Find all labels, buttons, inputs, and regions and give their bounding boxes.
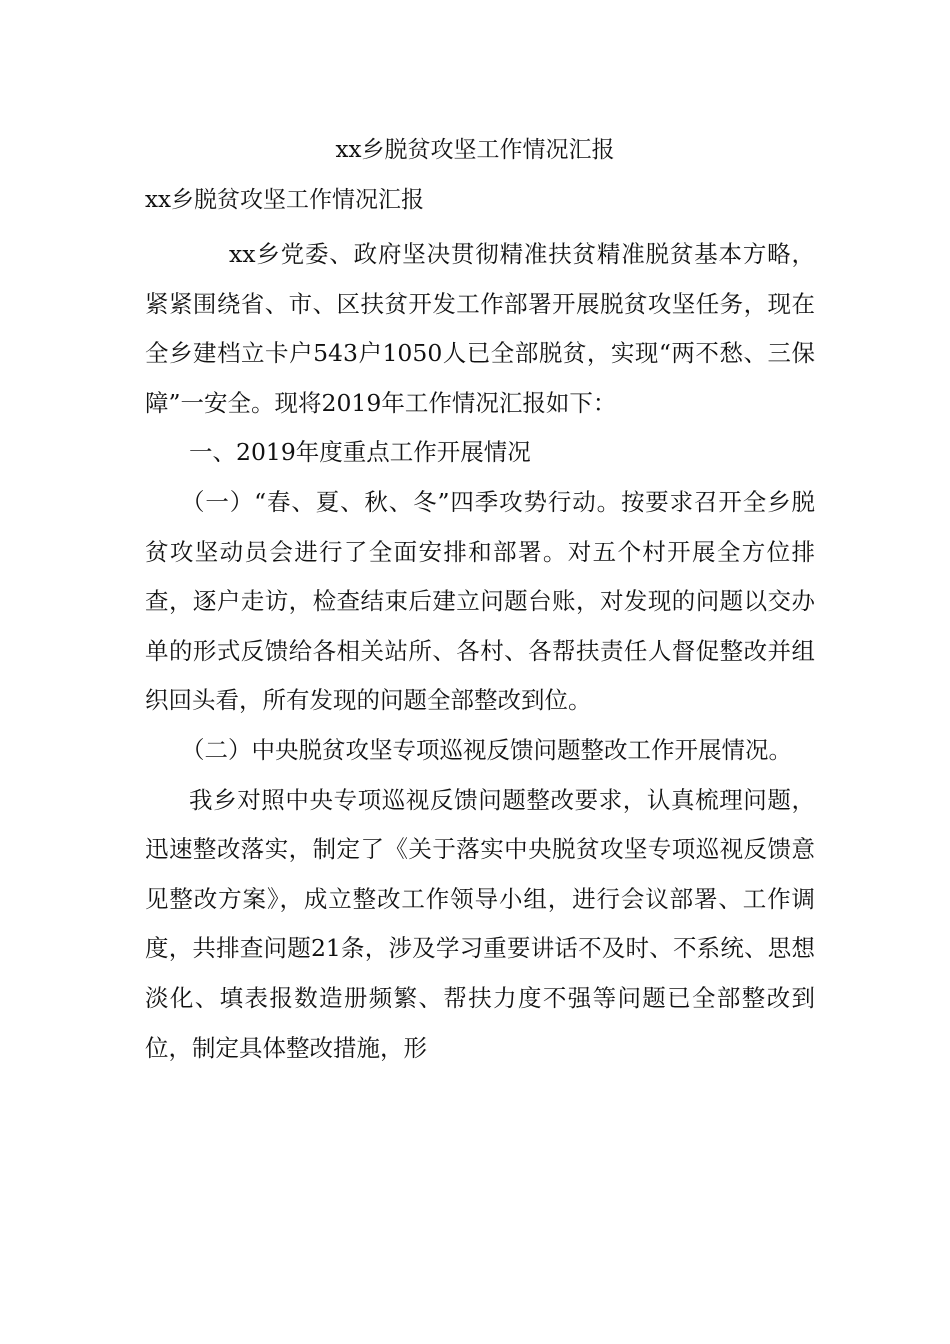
paragraph-item-2: （二）中央脱贫攻坚专项巡视反馈问题整改工作开展情况。 [181,735,792,764]
document-body [145,230,815,1073]
document-title: xx乡脱贫攻坚工作情况汇报 [335,137,615,163]
paragraph-rectification: 我乡对照中央专项巡视反馈问题整改要求，认真梳理问题，迅速整改落实，制定了《关于落实中央脱贫攻坚专项巡视反馈意见整改方案》，成立整改工作领导小组，进行会议部署、工作调度，共排查问题21条，涉及学习重要讲话不及时、不系统、思想淡化、填表报数造册频繁、帮扶力度不强等问题已全部整改到位，制定具体整改措施，形 [145,785,815,1062]
document-subtitle: xx乡脱贫攻坚工作情况汇报 [145,187,424,213]
paragraph-intro: xx乡党委、政府坚决贯彻精准扶贫精准脱贫基本方略，紧紧围绕省、市、区扶贫开发工作部署开展脱贫攻坚任务，现在全乡建档立卡户543户1050人已全部脱贫，实现“两不愁、三保障”一安全。现将2019年工作情况汇报如下： [145,240,815,417]
section-heading-1: 一、2019年度重点工作开展情况 [189,438,531,467]
paragraph-item-1: （一）“春、夏、秋、冬”四季攻势行动。按要求召开全乡脱贫攻坚动员会进行了全面安排和部署。对五个村开展全方位排查，逐户走访，检查结束后建立问题台账，对发现的问题以交办单的形式反馈给各相关站所、各村、各帮扶责任人督促整改并组织回头看，所有发现的问题全部整改到位。 [145,487,815,715]
